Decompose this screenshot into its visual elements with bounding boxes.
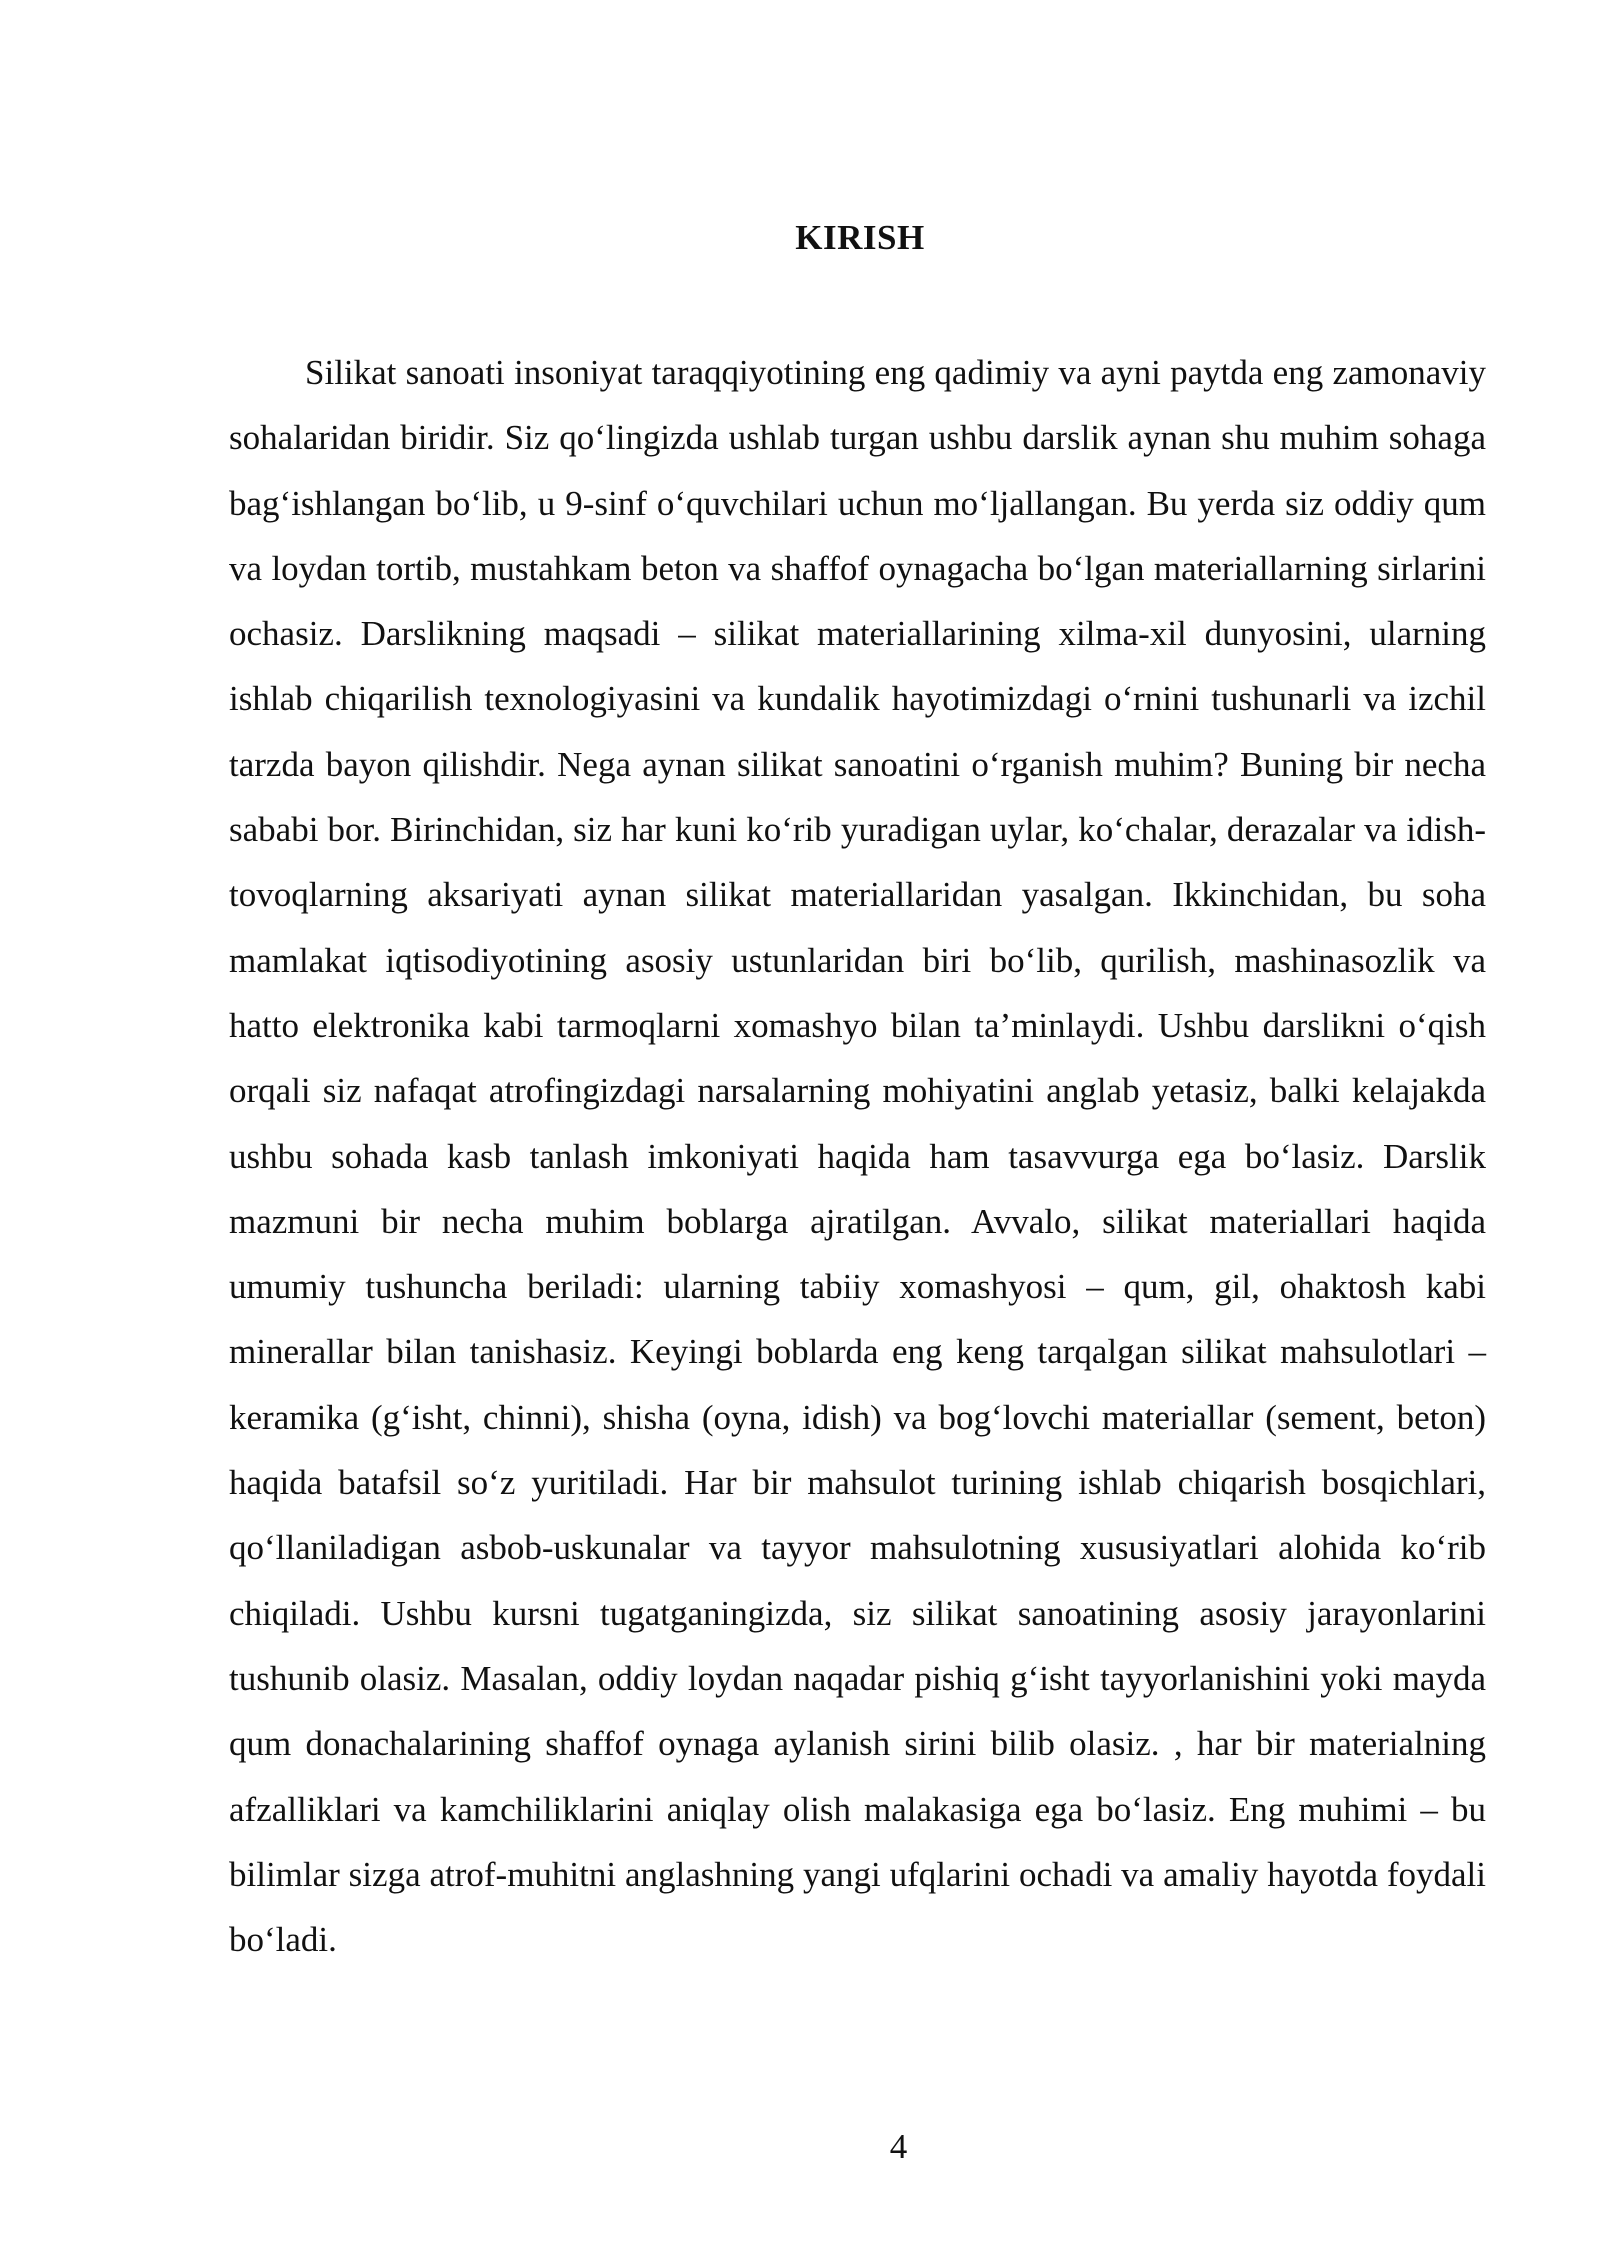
section-heading: KIRISH — [795, 218, 925, 257]
page-number: 4 — [889, 2127, 908, 2166]
body-paragraph: Silikat sanoati insoniyat taraqqiyotining eng qadimiy va ayni paytda eng zamonaviy sohalaridan biridir. Siz qo‘lingizda ushlab turgan ushbu darslik aynan shu muhim sohaga bag‘ishlangan bo‘lib, u 9-sinf o‘quvchilari uchun mo‘ljallangan. Bu yerda siz oddiy qum va loydan tortib, mustahkam beton va shaffof oynagacha bo‘lgan materiallarning sirlarini ochasiz. Darslikning maqsadi – silikat materiallarining xilma-xil dunyosini, ularning ishlab chiqarilish texnologiyasini va kundalik hayotimizdagi o‘rnini tushunarli va izchil tarzda bayon qilishdir. Nega aynan silikat sanoatini o‘rganish muhim? Buning bir necha sababi bor. Birinchidan, siz har kuni ko‘rib yuradigan uylar, ko‘chalar, derazalar va idish-tovoqlarning aksariyati aynan silikat materiallaridan yasalgan. Ikkinchidan, bu soha mamlakat iqtisodiyotining asosiy ustunlaridan biri bo‘lib, qurilish, mashinasozlik va hatto elektronika kabi tarmoqlarni xomashyo bilan ta’minlaydi. Ushbu darslikni o‘qish orqali siz nafaqat atrofingizdagi narsalarning mohiyatini anglab yetasiz, balki kelajakda ushbu sohada kasb tanlash imkoniyati haqida ham tasavvurga ega bo‘lasiz. Darslik mazmuni bir necha muhim boblarga ajratilgan. Avvalo, silikat materiallari haqida umumiy tushuncha beriladi: ularning tabiiy xomashyosi – qum, gil, ohaktosh kabi minerallar bilan tanishasiz. Keyingi boblarda eng keng tarqalgan silikat mahsulotlari – keramika (g‘isht, chinni), shisha (oyna, idish) va bog‘lovchi materiallar (sement, beton) haqida batafsil so‘z yuritiladi. Har bir mahsulot turining ishlab chiqarish bosqichlari, qo‘llaniladigan asbob-uskunalar va tayyor mahsulotning xususiyatlari alohida ko‘rib chiqiladi. Ushbu kursni tugatganingizda, siz silikat sanoatining asosiy jarayonlarini tushunib olasiz. Masalan, oddiy loydan naqadar pishiq g‘isht tayyorlanishini yoki mayda qum donachalarining shaffof oynaga aylanish sirini bilib olasiz. , har bir materialning afzalliklari va kamchiliklarini aniqlay olish malakasiga ega bo‘lasiz. Eng muhimi – bu bilimlar sizga atrof-muhitni anglashning yangi ufqlarini ochadi va amaliy hayotda foydali bo‘ladi. — [229, 353, 1486, 1960]
